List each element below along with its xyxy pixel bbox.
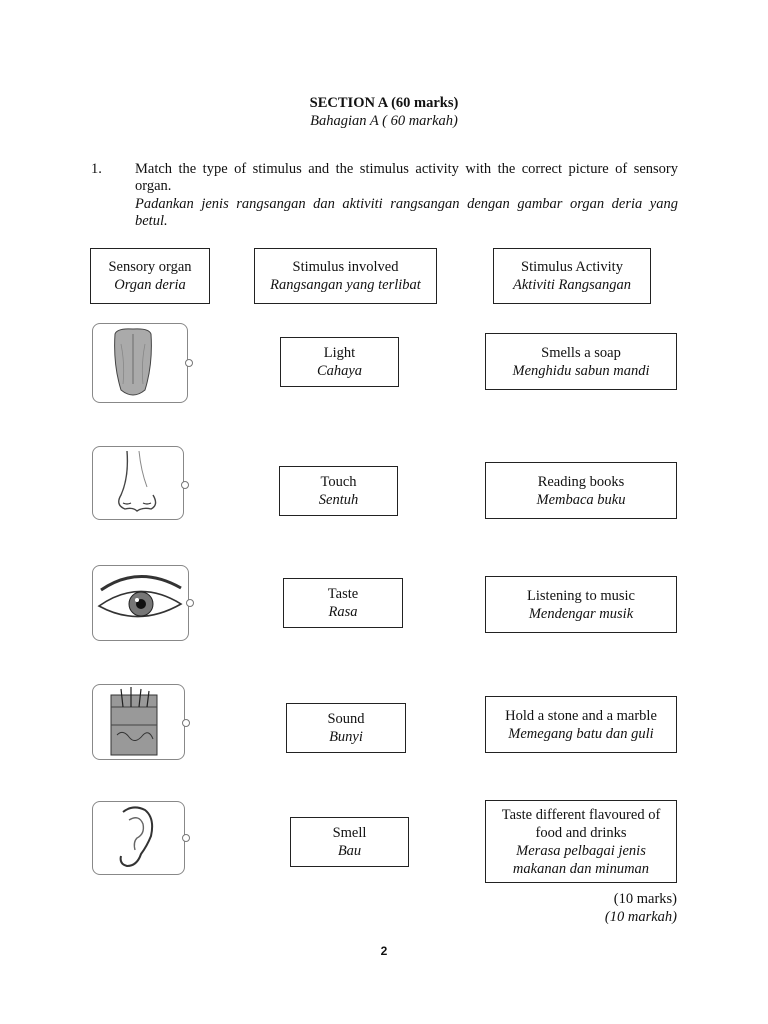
- ear-connector-dot[interactable]: [182, 834, 190, 842]
- ear-icon: [93, 802, 184, 874]
- stimulus-taste-my: Rasa: [328, 604, 358, 620]
- stimulus-touch[interactable]: [279, 466, 398, 516]
- skin-connector-dot[interactable]: [182, 719, 190, 727]
- stimulus-taste[interactable]: [283, 578, 403, 628]
- organ-skin[interactable]: [92, 684, 185, 760]
- activity-music-en: Listening to music: [527, 587, 635, 604]
- activity-stone-en: Hold a stone and a marble: [505, 707, 657, 724]
- section-title-malay: Bahagian A ( 60 markah): [310, 113, 458, 129]
- header-sensory-organ-my: Organ deria: [114, 277, 186, 293]
- stimulus-sound-en: Sound: [327, 711, 365, 727]
- activity-stone-my: Memegang batu dan guli: [508, 725, 654, 742]
- activity-listening-music[interactable]: [485, 576, 677, 633]
- stimulus-smell-en: Smell: [332, 825, 367, 841]
- organ-nose[interactable]: [92, 446, 184, 520]
- activity-hold-stone[interactable]: [485, 696, 677, 753]
- activity-reading-books[interactable]: [485, 462, 677, 519]
- activity-soap-en: Smells a soap: [541, 344, 621, 361]
- question-text-en-1: Match the type of stimulus and the stimulus activity with the correct picture of sensory: [135, 161, 678, 177]
- activity-smells-soap[interactable]: [485, 333, 677, 390]
- stimulus-sound-my: Bunyi: [329, 729, 363, 745]
- header-stimulus-activity: [493, 248, 651, 304]
- organ-ear[interactable]: [92, 801, 185, 875]
- stimulus-touch-en: Touch: [320, 474, 357, 490]
- organ-eye[interactable]: [92, 565, 189, 641]
- question-text-my-1: Padankan jenis rangsangan dan aktiviti rangsangan dengan gambar organ deria yang: [135, 196, 678, 212]
- stimulus-light-my: Cahaya: [316, 363, 363, 379]
- header-sensory-organ: [90, 248, 210, 304]
- eye-icon: [93, 566, 188, 640]
- activity-soap-my: Menghidu sabun mandi: [512, 362, 650, 379]
- stimulus-light[interactable]: [280, 337, 399, 387]
- activity-food-en-1: Taste different flavoured of: [501, 806, 661, 823]
- activity-books-en: Reading books: [537, 473, 625, 490]
- question-text-en-2: organ.: [135, 178, 172, 194]
- organ-tongue[interactable]: [92, 323, 188, 403]
- eye-connector-dot[interactable]: [186, 599, 194, 607]
- activity-food-en-2: food and drinks: [535, 824, 627, 841]
- header-stimulus-my: Rangsangan yang terlibat: [270, 277, 421, 293]
- activity-taste-food[interactable]: [485, 800, 677, 883]
- stimulus-touch-my: Sentuh: [318, 492, 359, 508]
- activity-food-my-2: makanan dan minuman: [512, 860, 650, 877]
- tongue-connector-dot[interactable]: [185, 359, 193, 367]
- page-number: 2: [380, 944, 388, 958]
- stimulus-light-en: Light: [323, 345, 356, 361]
- stimulus-sound[interactable]: [286, 703, 406, 753]
- tongue-icon: [93, 324, 187, 402]
- stimulus-smell[interactable]: [290, 817, 409, 867]
- header-activity-en: Stimulus Activity: [521, 259, 623, 275]
- section-title: SECTION A (60 marks): [309, 95, 459, 111]
- header-activity-my: Aktiviti Rangsangan: [513, 277, 631, 293]
- question-text-my-2: betul.: [135, 213, 168, 229]
- header-stimulus-en: Stimulus involved: [292, 259, 399, 275]
- marks-en: (10 marks): [613, 891, 677, 907]
- nose-icon: [93, 447, 183, 519]
- header-sensory-organ-en: Sensory organ: [108, 259, 192, 275]
- marks-my: (10 markah): [604, 909, 677, 925]
- header-stimulus-involved: [254, 248, 437, 304]
- stimulus-taste-en: Taste: [327, 586, 359, 602]
- stimulus-smell-my: Bau: [337, 843, 362, 859]
- activity-music-my: Mendengar musik: [528, 605, 634, 622]
- skin-icon: [93, 685, 184, 759]
- nose-connector-dot[interactable]: [181, 481, 189, 489]
- question-number: 1.: [91, 161, 102, 177]
- activity-food-my-1: Merasa pelbagai jenis: [516, 842, 646, 859]
- activity-books-my: Membaca buku: [536, 491, 626, 508]
